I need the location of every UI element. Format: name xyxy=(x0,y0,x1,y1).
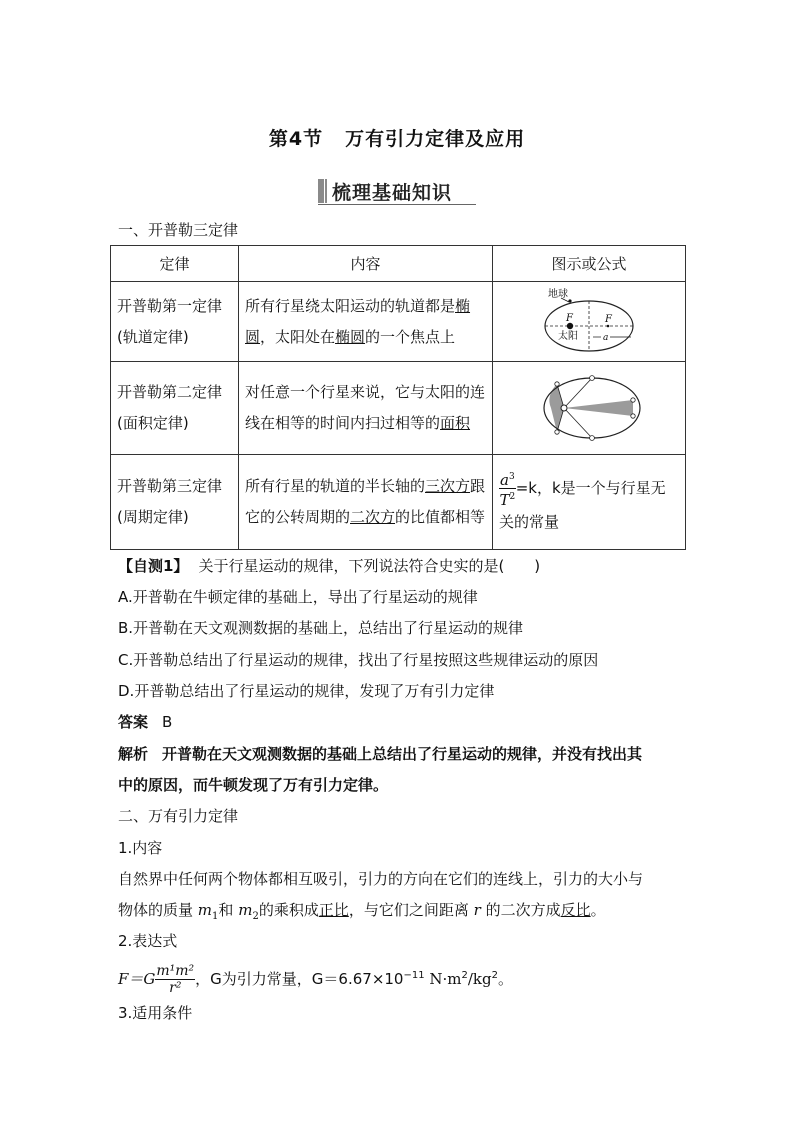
m1-symbol: m xyxy=(197,901,213,919)
fig-label-earth: 地球 xyxy=(548,288,568,300)
banner-bar xyxy=(318,179,324,203)
m1-subscript: 1 xyxy=(212,911,219,922)
unit-exponent: 2 xyxy=(461,970,468,981)
banner-underline xyxy=(318,204,476,205)
section-banner xyxy=(318,177,476,205)
content-text: 。 xyxy=(590,901,606,919)
fraction-denominator: T xyxy=(499,490,510,509)
law-content-cell xyxy=(239,282,493,362)
content-line-1: 自然界中任何两个物体都相互吸引，引力的方向在它们的连线上，引力的大小与 xyxy=(118,870,644,888)
option-b: B.开普勒在天文观测数据的基础上，总结出了行星运动的规律 xyxy=(118,619,524,637)
law-alias: (轨道定律) xyxy=(117,327,189,346)
table-header: 内容 xyxy=(239,246,493,282)
underlined-term: 椭圆 xyxy=(245,296,471,346)
law-alias: (周期定律) xyxy=(117,508,189,526)
underlined-term: 反比 xyxy=(560,901,591,919)
content-text: 和 xyxy=(218,901,234,919)
law-content-cell xyxy=(239,455,493,550)
section-name: 万有引力定律及应用 xyxy=(345,128,526,150)
kepler3-fraction xyxy=(499,469,516,508)
content-text: ，与它们之间距离 xyxy=(348,901,469,919)
fraction-numerator: a xyxy=(500,470,509,489)
ellipse-orbit-figure xyxy=(539,288,639,356)
table-header: 定律 xyxy=(111,246,239,282)
content-line-2 xyxy=(118,900,606,927)
answer-value: B xyxy=(162,713,173,731)
fraction-denominator: r² xyxy=(169,980,182,996)
law-text: 对任意一个行星来说，它与太阳的连线在相等的时间内扫过相等的 xyxy=(245,383,486,432)
law-name: 开普勒第二定律 xyxy=(117,383,223,401)
part2-heading: 二、万有引力定律 xyxy=(118,807,239,825)
law-name: 开普勒第一定律 xyxy=(117,296,223,315)
selftest-label: 【自测1】 xyxy=(118,557,189,575)
subheading-content: 1.内容 xyxy=(118,839,163,857)
section-number: 第4节 xyxy=(268,128,324,150)
fig-label-a: a xyxy=(603,332,609,343)
content-text: 的乘积成 xyxy=(258,901,319,919)
law-alias: (面积定律) xyxy=(117,414,189,432)
law-text: 所有行星绕太阳运动的轨道都是 xyxy=(245,296,456,315)
question-text: 关于行星运动的规律，下列说法符合史实的是( ) xyxy=(198,557,541,575)
analysis-text: 开普勒在天文观测数据的基础上总结出了行星运动的规律，并没有找出其 xyxy=(162,745,643,763)
law-text: 跟它的公转周期的 xyxy=(245,477,486,526)
analysis-line-2: 中的原因，而牛顿发现了万有引力定律。 xyxy=(118,776,389,794)
law-name: 开普勒第三定律 xyxy=(117,477,223,495)
law-text: 所有行星的轨道的半长轴的 xyxy=(245,477,426,495)
law-name-cell xyxy=(111,362,239,455)
formula-end: 。 xyxy=(497,970,513,988)
option-a: A.开普勒在牛顿定律的基础上，导出了行星运动的规律 xyxy=(118,588,478,606)
content-text: 物体的质量 xyxy=(118,901,194,919)
exponent: −11 xyxy=(403,970,425,981)
subheading-expression: 2.表达式 xyxy=(118,932,178,950)
figure-cell xyxy=(493,362,686,455)
fraction-numerator: m¹m² xyxy=(156,963,195,979)
answer-line xyxy=(118,712,172,732)
selftest-question xyxy=(118,556,540,576)
section-title xyxy=(0,124,794,151)
analysis-line-1 xyxy=(118,744,642,764)
formula-lhs: F＝G xyxy=(118,970,156,988)
option-d: D.开普勒总结出了行星运动的规律，发现了万有引力定律 xyxy=(118,682,495,700)
answer-label: 答案 xyxy=(118,713,149,731)
table-header: 图示或公式 xyxy=(493,246,686,282)
unit-text: N·m xyxy=(424,970,462,988)
area-law-figure xyxy=(537,370,641,446)
figure-cell xyxy=(493,282,686,362)
denominator-exponent: 2 xyxy=(509,491,516,502)
numerator-exponent: 3 xyxy=(508,471,515,482)
law-text: ，太阳处在 xyxy=(260,327,336,346)
underlined-term: 椭圆 xyxy=(335,327,366,346)
banner-bar-thin xyxy=(325,179,327,203)
gravitation-fraction xyxy=(155,963,195,996)
law-name-cell xyxy=(111,455,239,550)
unit-exponent: 2 xyxy=(491,970,498,981)
m2-subscript: 2 xyxy=(252,911,259,922)
law-name-cell xyxy=(111,282,239,362)
fig-label-f2: F xyxy=(605,313,612,325)
kepler-table xyxy=(110,245,686,550)
gravitation-formula xyxy=(118,958,513,997)
fig-label-f1: F xyxy=(566,312,573,324)
option-c: C.开普勒总结出了行星运动的规律，找出了行星按照这些规律运动的原因 xyxy=(118,651,599,669)
underlined-term: 正比 xyxy=(318,901,349,919)
underlined-term: 三次方 xyxy=(425,477,471,495)
table-row xyxy=(111,362,686,455)
underlined-term: 面积 xyxy=(440,414,471,432)
law-text: 的比值都相等 xyxy=(395,508,486,526)
fig-label-sun: 太阳 xyxy=(558,330,578,342)
analysis-label: 解析 xyxy=(118,745,149,763)
part1-heading: 一、开普勒三定律 xyxy=(118,221,239,239)
table-row xyxy=(111,455,686,550)
formula-text: =k，k是一个与行星无关的常量 xyxy=(499,478,666,531)
unit-text: /kg xyxy=(467,970,492,988)
table-header-row xyxy=(111,246,686,282)
r-symbol: r xyxy=(473,901,481,919)
table-row xyxy=(111,282,686,362)
banner-text: 梳理基础知识 xyxy=(332,182,453,204)
m2-symbol: m xyxy=(238,901,253,919)
law-text: 的一个焦点上 xyxy=(365,327,456,346)
subheading-conditions: 3.适用条件 xyxy=(118,1004,193,1022)
formula-text: ，G为引力常量，G＝6.67×10 xyxy=(195,970,404,988)
content-text: 的二次方成 xyxy=(485,901,561,919)
underlined-term: 二次方 xyxy=(350,508,396,526)
formula-cell xyxy=(493,455,686,550)
law-content-cell xyxy=(239,362,493,455)
